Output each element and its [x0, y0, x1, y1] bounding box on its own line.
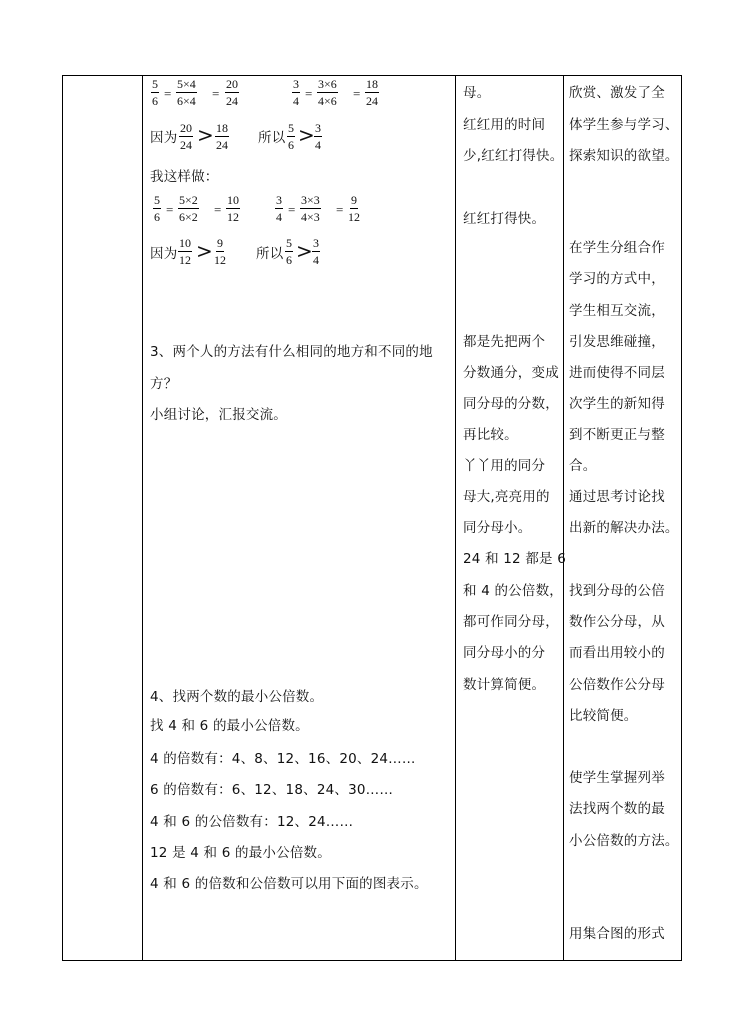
group-discussion: 小组讨论，汇报交流。 — [150, 407, 287, 423]
fraction: $\frac{3}{4}$ — [276, 193, 282, 224]
intent-text: 到不断更正与整 — [569, 427, 665, 443]
intent-text: 学生相互交流， — [569, 303, 665, 319]
intent-text: 用集合图的形式 — [569, 926, 665, 942]
fraction: $\frac{3\times 6}{4\times 6}$ — [318, 77, 337, 108]
question-3: 3、两个人的方法有什么相同的地方和不同的地 — [150, 344, 433, 360]
so-label: 所以 — [256, 246, 284, 262]
my-way-label: 我这样做： — [150, 169, 219, 185]
intent-text: 出新的解决办法。 — [569, 520, 679, 536]
fraction: $\frac{3}{4}$ — [313, 236, 319, 267]
equals-sign: = — [212, 86, 220, 101]
fraction: $\frac{3}{4}$ — [293, 77, 299, 108]
multiples-of-4: 4 的倍数有：4、8、12、16、20、24…… — [150, 751, 416, 767]
student-text: 母大,亮亮用的 — [463, 489, 550, 505]
fraction: $\frac{5\times 2}{6\times 2}$ — [179, 193, 198, 224]
equals-sign: = — [166, 202, 174, 217]
intent-text: 公倍数作公分母 — [569, 677, 665, 693]
fraction: $\frac{5}{6}$ — [152, 77, 158, 108]
student-text: 和 4 的公倍数， — [463, 583, 563, 599]
equals-sign: = — [164, 86, 172, 101]
because-label: 因为 — [150, 246, 178, 262]
equals-sign: = — [288, 202, 296, 217]
greater-than-sign: > — [197, 123, 214, 147]
intent-text: 学习的方式中， — [569, 271, 665, 287]
student-text: 红红打得快。 — [463, 211, 546, 227]
fraction: $\frac{18}{24}$ — [366, 77, 378, 108]
student-text: 同分母的分数， — [463, 396, 559, 412]
student-text: 都可作同分母， — [463, 614, 559, 630]
intent-text: 法找两个数的最 — [569, 801, 665, 817]
column-divider — [563, 76, 564, 960]
intent-text: 而看出用较小的 — [569, 645, 665, 661]
fraction: $\frac{18}{24}$ — [216, 121, 228, 152]
greater-than-sign: > — [296, 239, 313, 263]
intent-text: 小公倍数的方法。 — [569, 833, 679, 849]
find-lcm-text: 找 4 和 6 的最小公倍数。 — [150, 718, 309, 734]
fraction: $\frac{5}{6}$ — [286, 236, 292, 267]
greater-than-sign: > — [298, 123, 315, 147]
intent-text: 找到分母的公倍 — [569, 583, 665, 599]
intent-text: 数作公分母，从 — [569, 614, 665, 630]
because-label: 因为 — [150, 130, 178, 146]
equals-sign: = — [305, 86, 313, 101]
fraction: $\frac{10}{12}$ — [179, 236, 191, 267]
fraction: $\frac{9}{12}$ — [214, 236, 226, 267]
student-text: 24 和 12 都是 6 — [463, 551, 567, 567]
fraction: $\frac{5\times 4}{6\times 4}$ — [177, 77, 196, 108]
intent-text: 使学生掌握列举 — [569, 770, 665, 786]
multiples-of-6: 6 的倍数有：6、12、18、24、30…… — [150, 782, 394, 798]
so-label: 所以 — [258, 130, 286, 146]
equals-sign: = — [336, 202, 344, 217]
intent-text: 比较简便。 — [569, 708, 638, 724]
question-3-continued: 方？ — [150, 376, 178, 392]
fraction: $\frac{20}{24}$ — [226, 77, 238, 108]
fraction: $\frac{5}{6}$ — [288, 121, 294, 152]
intent-text: 通过思考讨论找 — [569, 489, 665, 505]
column-divider — [455, 76, 456, 960]
intent-text: 体学生参与学习、 — [569, 117, 679, 133]
student-text: 同分母小的分 — [463, 645, 546, 661]
student-text: 再比较。 — [463, 427, 518, 443]
column-divider — [142, 76, 143, 960]
equals-sign: = — [214, 202, 222, 217]
fraction: $\frac{20}{24}$ — [180, 121, 192, 152]
intent-text: 引发思维碰撞， — [569, 334, 665, 350]
intent-text: 在学生分组合作 — [569, 240, 665, 256]
diagram-note: 4 和 6 的倍数和公倍数可以用下面的图表示。 — [150, 876, 428, 892]
intent-text: 合。 — [569, 458, 597, 474]
intent-text: 次学生的新知得 — [569, 396, 665, 412]
intent-text: 欣赏、激发了全 — [569, 85, 665, 101]
fraction: $\frac{5}{6}$ — [154, 193, 160, 224]
intent-text: 探索知识的欲望。 — [569, 148, 679, 164]
lcm-statement: 12 是 4 和 6 的最小公倍数。 — [150, 845, 331, 861]
section-4-heading: 4、找两个数的最小公倍数。 — [150, 689, 324, 705]
equals-sign: = — [353, 86, 361, 101]
fraction: $\frac{9}{12}$ — [348, 193, 360, 224]
student-text: 都是先把两个 — [463, 334, 546, 350]
student-text: 母。 — [463, 85, 491, 101]
student-text: 红红用的时间 — [463, 117, 546, 133]
student-text: 数计算简便。 — [463, 677, 546, 693]
fraction: $\frac{3}{4}$ — [315, 121, 321, 152]
intent-text: 进而使得不同层 — [569, 365, 665, 381]
student-text: 少,红红打得快。 — [463, 148, 564, 164]
student-text: 同分母小。 — [463, 520, 532, 536]
student-text: 分数通分，变成 — [463, 365, 559, 381]
student-text: 丫丫用的同分 — [463, 458, 546, 474]
greater-than-sign: > — [196, 239, 213, 263]
common-multiples: 4 和 6 的公倍数有：12、24…… — [150, 814, 354, 830]
fraction: $\frac{10}{12}$ — [227, 193, 239, 224]
fraction: $\frac{3\times 3}{4\times 3}$ — [301, 193, 320, 224]
